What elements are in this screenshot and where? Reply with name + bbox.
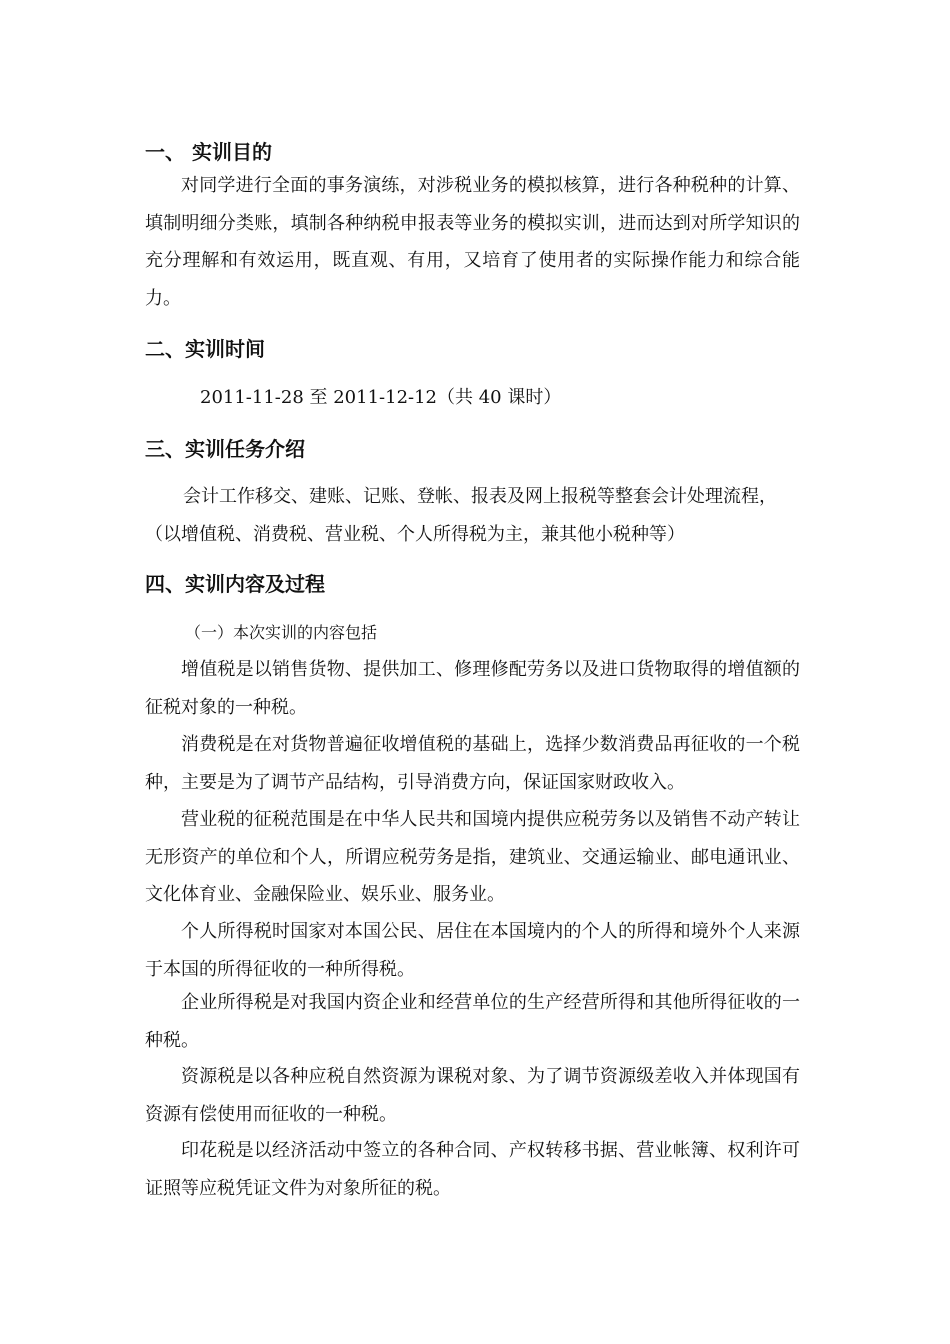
content-subheading: （一）本次实训的内容包括	[185, 623, 378, 642]
business-tax-paragraph: 营业税的征税范围是在中华人民共和国境内提供应税劳务以及销售不动产转让无形资产的单位和个人，所谓应税劳务是指，建筑业、交通运输业、邮电通讯业、文化体育业、金融保险业、娱乐业、服务业。	[145, 809, 800, 905]
purpose-paragraph: 对同学进行全面的事务演练，对涉税业务的模拟核算，进行各种税种的计算、填制明细分类账，填制各种纳税申报表等业务的模拟实训，进而达到对所学知识的充分理解和有效运用，既直观、有用，又培育了使用者的实际操作能力和综合能力。	[145, 175, 800, 309]
vat-paragraph: 增值税是以销售货物、提供加工、修理修配劳务以及进口货物取得的增值额的征税对象的一种税。	[145, 659, 800, 718]
section-heading-tasks: 三、实训任务介绍	[145, 437, 305, 461]
tasks-line-2: （以增值税、消费税、营业税、个人所得税为主，兼其他小税种等）	[145, 524, 685, 545]
corporate-tax-paragraph: 企业所得税是对我国内资企业和经营单位的生产经营所得和其他所得征收的一种税。	[145, 992, 800, 1051]
income-tax-paragraph: 个人所得税时国家对本国公民、居住在本国境内的个人的所得和境外个人来源于本国的所得征收的一种所得税。	[145, 921, 800, 980]
resource-tax-paragraph: 资源税是以各种应税自然资源为课税对象、为了调节资源级差收入并体现国有资源有偿使用而征收的一种税。	[145, 1066, 800, 1125]
consumption-tax-paragraph: 消费税是在对货物普遍征收增值税的基础上，选择少数消费品再征收的一个税种，主要是为了调节产品结构，引导消费方向，保证国家财政收入。	[145, 734, 800, 793]
section-heading-purpose: 一、 实训目的	[145, 140, 272, 164]
section-heading-time: 二、实训时间	[145, 337, 265, 361]
tasks-line-1: 会计工作移交、建账、记账、登帐、报表及网上报税等整套会计处理流程，	[183, 486, 777, 507]
section-heading-content: 四、实训内容及过程	[145, 572, 325, 596]
training-time-text: 2011-11-28 至 2011-12-12（共 40 课时）	[200, 387, 562, 408]
stamp-tax-paragraph: 印花税是以经济活动中签立的各种合同、产权转移书据、营业帐簿、权利许可证照等应税凭证文件为对象所征的税。	[145, 1140, 800, 1199]
